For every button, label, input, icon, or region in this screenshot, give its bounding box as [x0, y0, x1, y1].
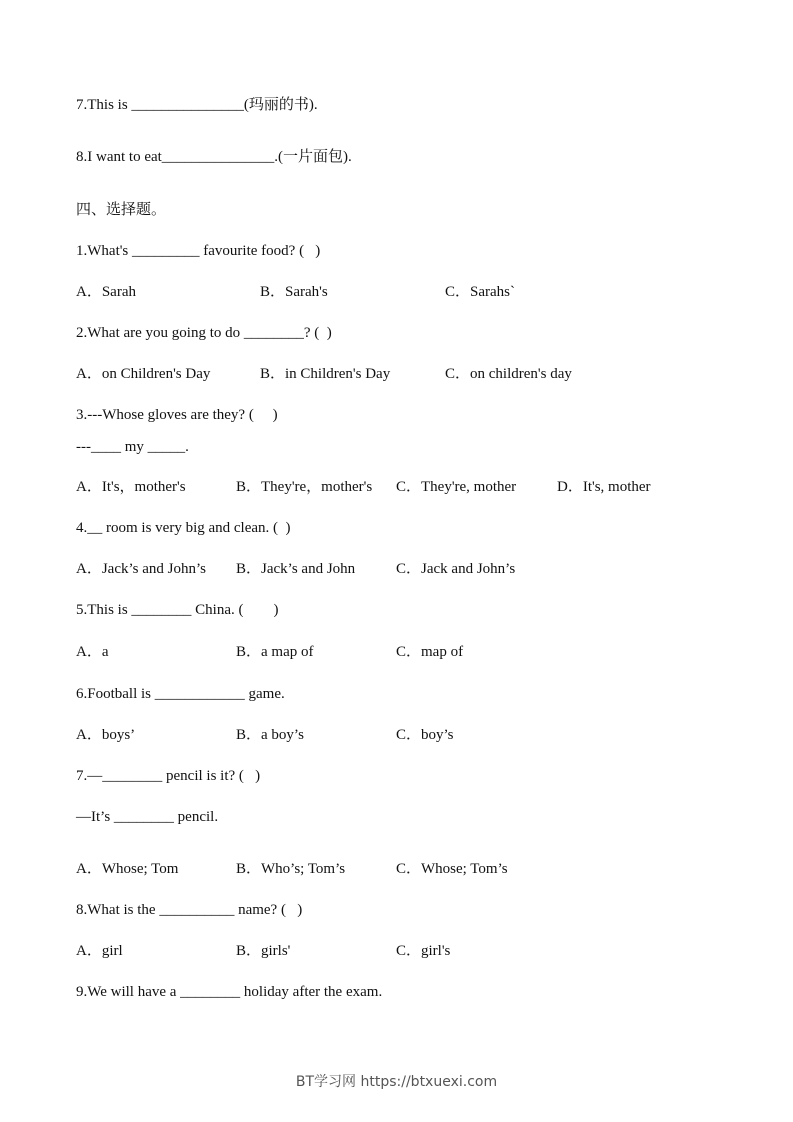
question-6-stem: 6.Football is ____________ game.: [76, 686, 285, 702]
question-4-stem: 4.__ room is very big and clean. ( ): [76, 520, 291, 536]
question-7-stem-answer: —It’s ________ pencil.: [76, 809, 219, 825]
section-title: 四、选择题。: [76, 202, 167, 218]
question-1-stem: 1.What's _________ favourite food? ( ): [76, 243, 321, 259]
question-8-option-a: A．girl: [76, 943, 123, 959]
question-2-option-b: B．in Children's Day: [260, 366, 391, 382]
question-2-option-a: A．on Children's Day: [76, 366, 211, 382]
question-7-stem: 7.—________ pencil is it? ( ): [76, 768, 261, 784]
question-7-option-c: C．Whose; Tom’s: [396, 861, 508, 877]
question-3-option-a: A．It's，mother's: [76, 479, 186, 495]
question-6-option-c: C．boy’s: [396, 727, 454, 743]
question-2-option-c: C．on children's day: [445, 366, 572, 382]
question-5-option-a: A．a: [76, 644, 109, 660]
question-8-option-c: C．girl's: [396, 943, 451, 959]
question-5-option-b: B．a map of: [236, 644, 314, 660]
question-5-option-c: C．map of: [396, 644, 464, 660]
question-1-option-c: C．Sarahs`: [445, 284, 515, 300]
question-5-stem: 5.This is ________ China. ( ): [76, 602, 279, 618]
question-7-option-a: A．Whose; Tom: [76, 861, 179, 877]
question-4-option-b: B．Jack’s and John: [236, 561, 356, 577]
question-3-option-d: D．It's, mother: [557, 479, 651, 495]
question-3-option-b: B．They're，mother's: [236, 479, 373, 495]
question-3-option-c: C．They're, mother: [396, 479, 517, 495]
question-3-stem: 3.---Whose gloves are they? ( ): [76, 407, 278, 423]
question-6-option-b: B．a boy’s: [236, 727, 304, 743]
question-8-option-b: B．girls': [236, 943, 291, 959]
question-8-stem: 8.What is the __________ name? ( ): [76, 902, 303, 918]
question-4-option-a: A．Jack’s and John’s: [76, 561, 206, 577]
question-2-stem: 2.What are you going to do ________? ( ): [76, 325, 332, 341]
question-4-option-c: C．Jack and John’s: [396, 561, 516, 577]
page-footer: BT学习网 https://btxuexi.com: [295, 1074, 498, 1090]
fill-in-question-8: 8.I want to eat_______________.(一片面包).: [76, 149, 352, 165]
question-3-stem-answer: ---____ my _____.: [76, 439, 189, 455]
question-6-option-a: A．boys’: [76, 727, 136, 743]
fill-in-question-7: 7.This is _______________(玛丽的书).: [76, 97, 318, 113]
question-9-stem: 9.We will have a ________ holiday after the exam.: [76, 984, 383, 1000]
question-1-option-b: B．Sarah's: [260, 284, 328, 300]
question-7-option-b: B．Who’s; Tom’s: [236, 861, 346, 877]
question-1-option-a: A．Sarah: [76, 284, 136, 300]
